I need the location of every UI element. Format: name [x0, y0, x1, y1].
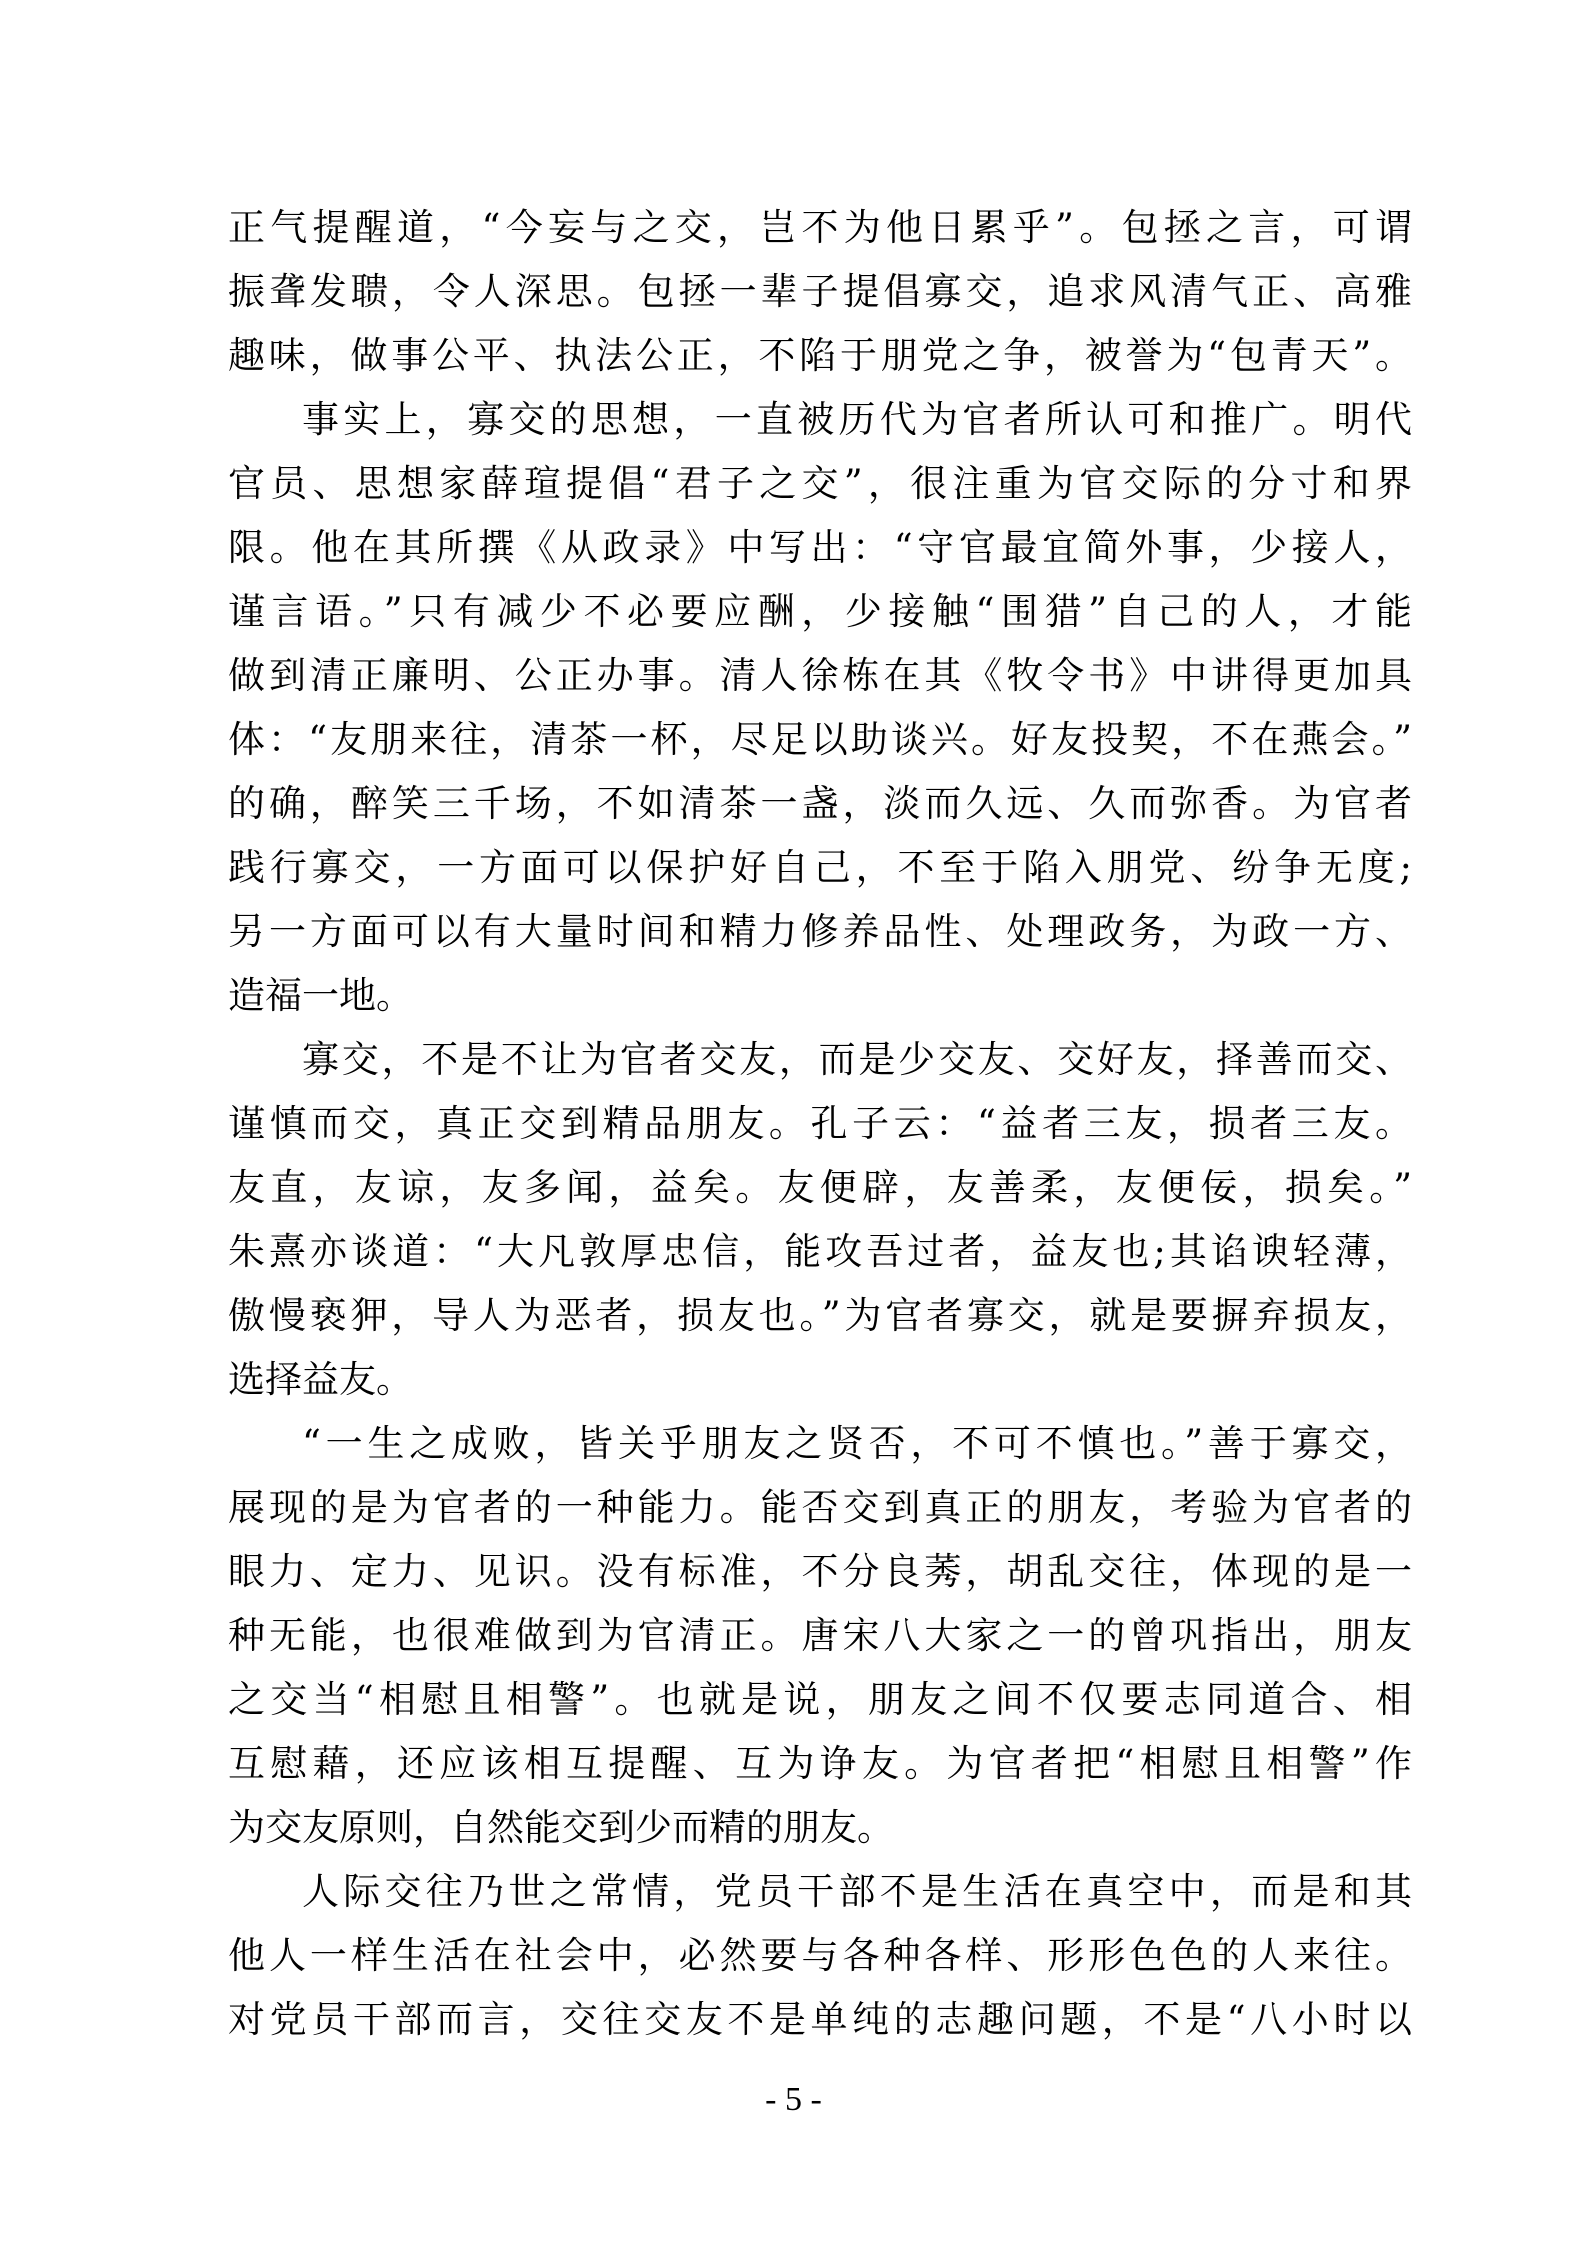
text-line: 事实上，寡交的思想，一直被历代为官者所认可和推广。明代: [302, 398, 1412, 441]
text-line: 趣味，做事公平、执法公正，不陷于朋党之争，被誉为“包青天”。: [228, 334, 1412, 377]
text-line: 振聋发聩，令人深思。包拯一辈子提倡寡交，追求风清气正、高雅: [228, 270, 1412, 313]
text-line: 寡交，不是不让为官者交友，而是少交友、交好友，择善而交、: [302, 1038, 1412, 1081]
text-line: 傲慢亵狎，导人为恶者，损友也。”为官者寡交，就是要摒弃损友，: [228, 1294, 1412, 1337]
text-line: 做到清正廉明、公正办事。清人徐栋在其《牧令书》中讲得更加具: [228, 654, 1412, 697]
text-line: 造福一地。: [228, 974, 413, 1017]
text-line: 展现的是为官者的一种能力。能否交到真正的朋友，考验为官者的: [228, 1486, 1412, 1529]
text-line: “一生之成败，皆关乎朋友之贤否，不可不慎也。”善于寡交，: [302, 1422, 1412, 1465]
text-line: 人际交往乃世之常情，党员干部不是生活在真空中，而是和其: [302, 1870, 1412, 1913]
text-line: 另一方面可以有大量时间和精力修养品性、处理政务，为政一方、: [228, 910, 1412, 953]
page-number: - 5 -: [765, 2081, 822, 2118]
text-line: 眼力、定力、见识。没有标准，不分良莠，胡乱交往，体现的是一: [228, 1550, 1412, 1593]
text-line: 他人一样生活在社会中，必然要与各种各样、形形色色的人来往。: [228, 1934, 1412, 1977]
text-line: 之交当“相慰且相警”。也就是说，朋友之间不仅要志同道合、相: [228, 1678, 1412, 1721]
document-body: [228, 196, 1412, 2052]
text-line: 对党员干部而言，交往交友不是单纯的志趣问题，不是“八小时以: [228, 1998, 1412, 2041]
text-line: 谨言语。”只有减少不必要应酬，少接触“围猎”自己的人，才能: [228, 590, 1412, 633]
text-line: 谨慎而交，真正交到精品朋友。孔子云：“益者三友，损者三友。: [228, 1102, 1412, 1145]
text-line: 官员、思想家薛瑄提倡“君子之交”，很注重为官交际的分寸和界: [228, 462, 1412, 505]
text-line: 践行寡交，一方面可以保护好自己，不至于陷入朋党、纷争无度;: [228, 846, 1412, 889]
text-line: 互慰藉，还应该相互提醒、互为诤友。为官者把“相慰且相警”作: [228, 1742, 1412, 1785]
text-line: 种无能，也很难做到为官清正。唐宋八大家之一的曾巩指出，朋友: [228, 1614, 1412, 1657]
page-footer: [0, 2080, 1587, 2120]
text-line: 友直，友谅，友多闻，益矣。友便辟，友善柔，友便佞，损矣。”: [228, 1166, 1412, 1209]
text-line: 限。他在其所撰《从政录》中写出：“守官最宜简外事，少接人，: [228, 526, 1412, 569]
text-line: 朱熹亦谈道：“大凡敦厚忠信，能攻吾过者，益友也;其谄谀轻薄，: [228, 1230, 1412, 1273]
text-line: 正气提醒道，“今妄与之交，岂不为他日累乎”。包拯之言，可谓: [228, 206, 1412, 249]
text-line: 为交友原则，自然能交到少而精的朋友。: [228, 1806, 894, 1849]
text-line: 的确，醉笑三千场，不如清茶一盏，淡而久远、久而弥香。为官者: [228, 782, 1412, 825]
text-line: 选择益友。: [228, 1358, 413, 1401]
text-line: 体：“友朋来往，清茶一杯，尽足以助谈兴。好友投契，不在燕会。”: [228, 718, 1412, 761]
